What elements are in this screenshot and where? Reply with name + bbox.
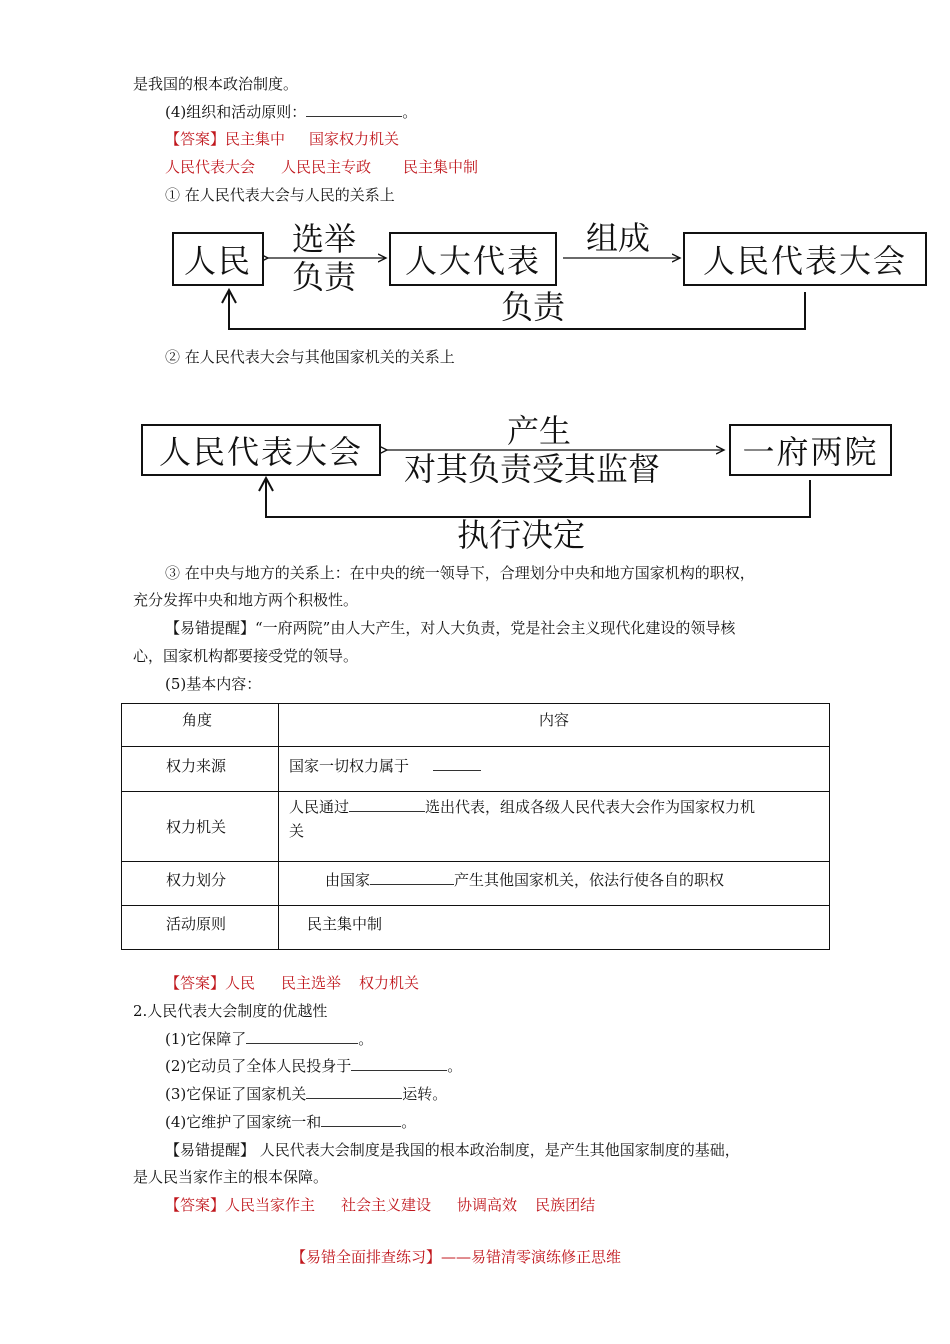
answer-blank xyxy=(349,797,425,812)
table-cell: 由国家 产生其他国家机关，依法行使各自的职权 xyxy=(279,862,830,906)
table-row xyxy=(122,862,830,906)
table-cell: 权力划分 xyxy=(122,862,279,906)
answer-tag: 【答案】 xyxy=(165,1196,226,1214)
label-produce: 产生 xyxy=(507,412,572,450)
answer-item: 国家权力机关 xyxy=(309,130,400,148)
content-table xyxy=(121,703,830,950)
box-people: 人民 xyxy=(172,232,264,286)
label-elect: 选举 xyxy=(292,220,357,258)
box-npc: 人民代表大会 xyxy=(141,424,381,476)
text-line: 是我国的根本政治制度。 xyxy=(133,75,299,93)
answer-line-4 xyxy=(165,1195,595,1215)
answer-blank xyxy=(321,1112,401,1127)
label-responsible: 负责 xyxy=(292,258,357,296)
answer-blank xyxy=(306,1084,402,1099)
paragraph-3: ③ 在中央与地方的关系上：在中央的统一领导下，合理划分中央和地方国家机构的职权， xyxy=(165,564,755,582)
tip-2-cont: 是人民当家作主的根本保障。 xyxy=(133,1168,329,1186)
answer-line-3 xyxy=(165,973,419,993)
answer-item: 人民民主专政 xyxy=(281,158,372,176)
answer-item: 权力机关 xyxy=(359,974,420,992)
table-cell: 权力来源 xyxy=(122,747,279,792)
subheading-1: ① 在人民代表大会与人民的关系上 xyxy=(165,186,395,204)
answer-blank xyxy=(246,1029,358,1044)
q4-text: (4)组织和活动原则： xyxy=(165,103,307,121)
answer-item: 人民 xyxy=(225,974,256,992)
question-line: (4)它维护了国家统一和 。 xyxy=(165,1113,417,1131)
section-2-heading: 2.人民代表大会制度的优越性 xyxy=(133,1002,328,1020)
answer-item: 民主选举 xyxy=(281,974,342,992)
table-cell: 民主集中制 xyxy=(279,906,830,950)
tip-1: 【易错提醒】“一府两院”由人大产生，对人大负责，党是社会主义现代化建设的领导核 xyxy=(165,619,736,637)
label-supervise: 对其负责受其监督 xyxy=(404,450,661,488)
label-form: 组成 xyxy=(586,219,651,257)
answer-item: 民主集中制 xyxy=(403,158,479,176)
answer-item: 民族团结 xyxy=(535,1196,596,1214)
answer-blank xyxy=(433,756,481,771)
subheading-2: ② 在人民代表大会与其他国家机关的关系上 xyxy=(165,348,455,366)
tip-1-cont: 心，国家机构都要接受党的领导。 xyxy=(133,647,359,665)
table-row xyxy=(122,747,830,792)
tip-2: 【易错提醒】 人民代表大会制度是我国的根本政治制度，是产生其他国家制度的基础， xyxy=(165,1141,740,1159)
table-cell: 活动原则 xyxy=(122,906,279,950)
box-npc: 人民代表大会 xyxy=(683,232,927,286)
answer-item: 社会主义建设 xyxy=(341,1196,432,1214)
question-line: (2)它动员了全体人民投身于 。 xyxy=(165,1057,463,1075)
basic-heading: (5)基本内容： xyxy=(165,675,262,693)
table-row xyxy=(122,792,830,862)
answer-tag: 【答案】 xyxy=(165,974,226,992)
answer-blank xyxy=(370,870,454,885)
question-line: (3)它保证了国家机关 运转。 xyxy=(165,1085,448,1103)
table-cell: 人民通过 选出代表，组成各级人民代表大会作为国家权力机 关 xyxy=(279,792,830,862)
label-execute: 执行决定 xyxy=(457,516,586,554)
question-line: (1)它保障了 。 xyxy=(165,1030,374,1048)
table-row xyxy=(122,906,830,950)
table-cell: 国家一切权力属于 xyxy=(279,747,830,792)
table-cell: 权力机关 xyxy=(122,792,279,862)
answer-item: 人民当家作主 xyxy=(225,1196,316,1214)
table-row xyxy=(122,704,830,747)
answer-item: 协调高效 xyxy=(457,1196,518,1214)
box-government: 一府两院 xyxy=(729,424,892,476)
paragraph-3-cont: 充分发挥中央和地方两个积极性。 xyxy=(133,591,359,609)
answer-item: 民主集中 xyxy=(225,130,286,148)
table-header: 角度 xyxy=(122,704,279,747)
answer-blank xyxy=(351,1056,447,1071)
label-bottom: 负责 xyxy=(501,288,566,326)
table-header: 内容 xyxy=(279,704,830,747)
q4-end: 。 xyxy=(402,103,418,121)
box-deputies: 人大代表 xyxy=(389,232,557,286)
answer-tag: 【答案】 xyxy=(165,130,226,148)
footer-banner: 【易错全面排查练习】——易错清零演练修正思维 xyxy=(291,1248,622,1266)
answer-item: 人民代表大会 xyxy=(165,158,256,176)
